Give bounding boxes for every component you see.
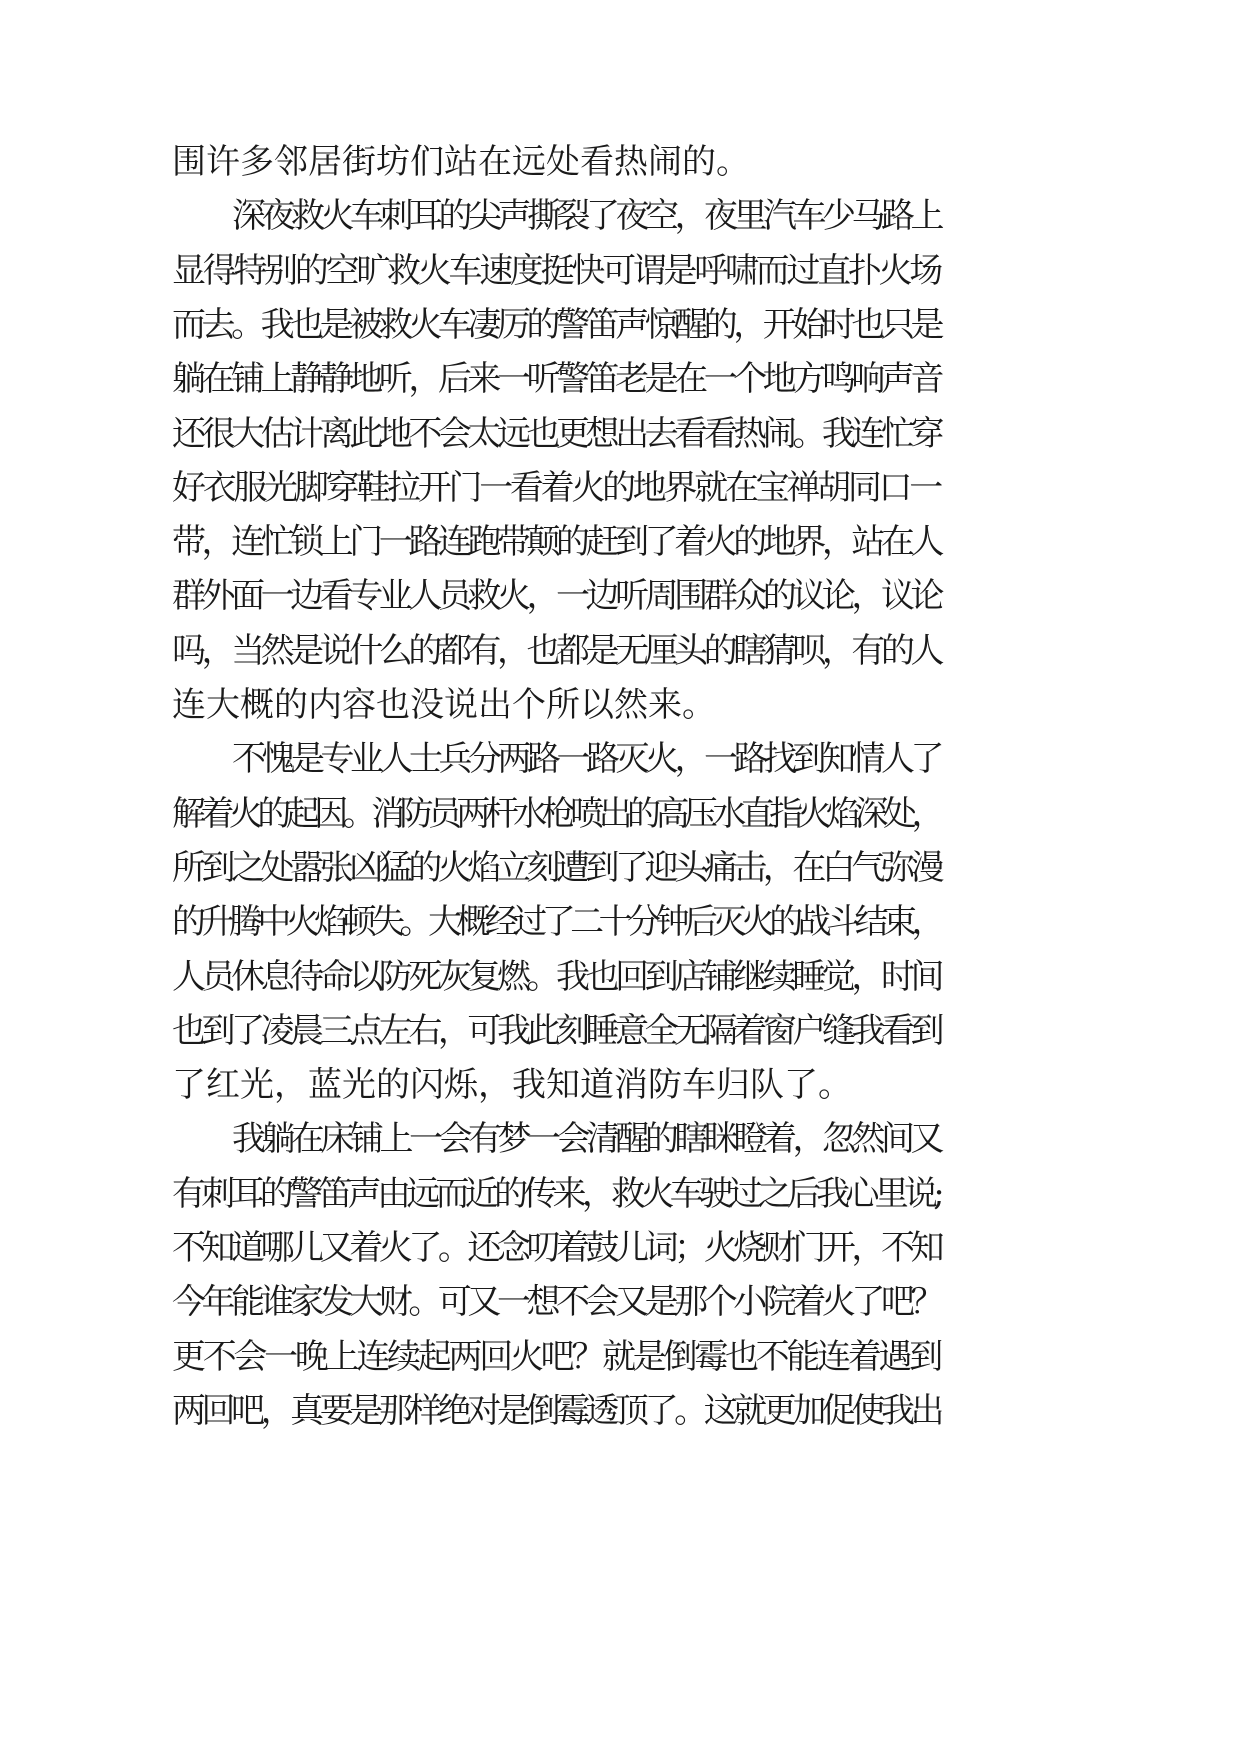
body-text-line: 今年能谁家发大财。可又一想不会又是那个小院着火了吧？ — [172, 1282, 941, 1322]
body-text-line: 还很大估计离此地不会太远也更想出去看看热闹。我连忙穿 — [172, 414, 941, 454]
body-text-line: 群外面一边看专业人员救火，一边听周围群众的议论，议论 — [172, 576, 941, 616]
paragraph-first-line: 深夜救火车刺耳的尖声撕裂了夜空，夜里汽车少马路上 — [232, 196, 940, 236]
body-text-line: 也到了凌晨三点左右，可我此刻睡意全无隔着窗户缝我看到 — [172, 1011, 941, 1051]
body-text-line: 的升腾中火焰顿失。大概经过了二十分钟后灭火的战斗结束， — [172, 902, 940, 942]
paragraph-first-line: 不愧是专业人士兵分两路一路灭火，一路找到知情人了 — [232, 739, 940, 779]
body-text-line: 更不会一晚上连续起两回火吧？就是倒霉也不能连着遇到 — [172, 1337, 940, 1377]
body-text-line: 而去。我也是被救火车凄厉的警笛声惊醒的，开始时也只是 — [172, 305, 941, 345]
body-text-line: 解着火的起因。消防员两杆水枪喷出的高压水直指火焰深处， — [172, 794, 940, 834]
body-text-line: 连大概的内容也没说出个所以然来。 — [172, 685, 716, 725]
body-text-line: 有刺耳的警笛声由远而近的传来，救火车驶过之后我心里说; — [172, 1174, 941, 1214]
body-text-line: 了红光，蓝光的闪烁，我知道消防车归队了。 — [172, 1065, 852, 1105]
body-text-line: 显得特别的空旷救火车速度挺快可谓是呼啸而过直扑火场 — [172, 251, 940, 291]
body-text-line: 吗，当然是说什么的都有，也都是无厘头的瞎猜呗，有的人 — [172, 631, 941, 671]
body-text-line: 人员休息待命以防死灰复燃。我也回到店铺继续睡觉，时间 — [172, 957, 941, 997]
body-text-line: 不知道哪儿又着火了。还念叨着鼓儿词；火烧财门开，不知 — [172, 1228, 941, 1268]
body-text-line: 躺在铺上静静地听，后来一听警笛老是在一个地方鸣响声音 — [172, 359, 941, 399]
body-text-line: 好衣服光脚穿鞋拉开门一看着火的地界就在宝禅胡同口一 — [172, 468, 940, 508]
body-text-line: 围许多邻居街坊们站在远处看热闹的。 — [172, 142, 750, 182]
body-text-line: 带，连忙锁上门一路连跑带颠的赶到了着火的地界，站在人 — [172, 522, 941, 562]
body-text-line: 两回吧，真要是那样绝对是倒霉透顶了。这就更加促使我出 — [172, 1391, 941, 1431]
paragraph-first-line: 我躺在床铺上一会有梦一会清醒的瞎眯瞪着，忽然间又 — [232, 1119, 940, 1159]
body-text-line: 所到之处嚣张凶猛的火焰立刻遭到了迎头痛击，在白气弥漫 — [172, 848, 941, 888]
